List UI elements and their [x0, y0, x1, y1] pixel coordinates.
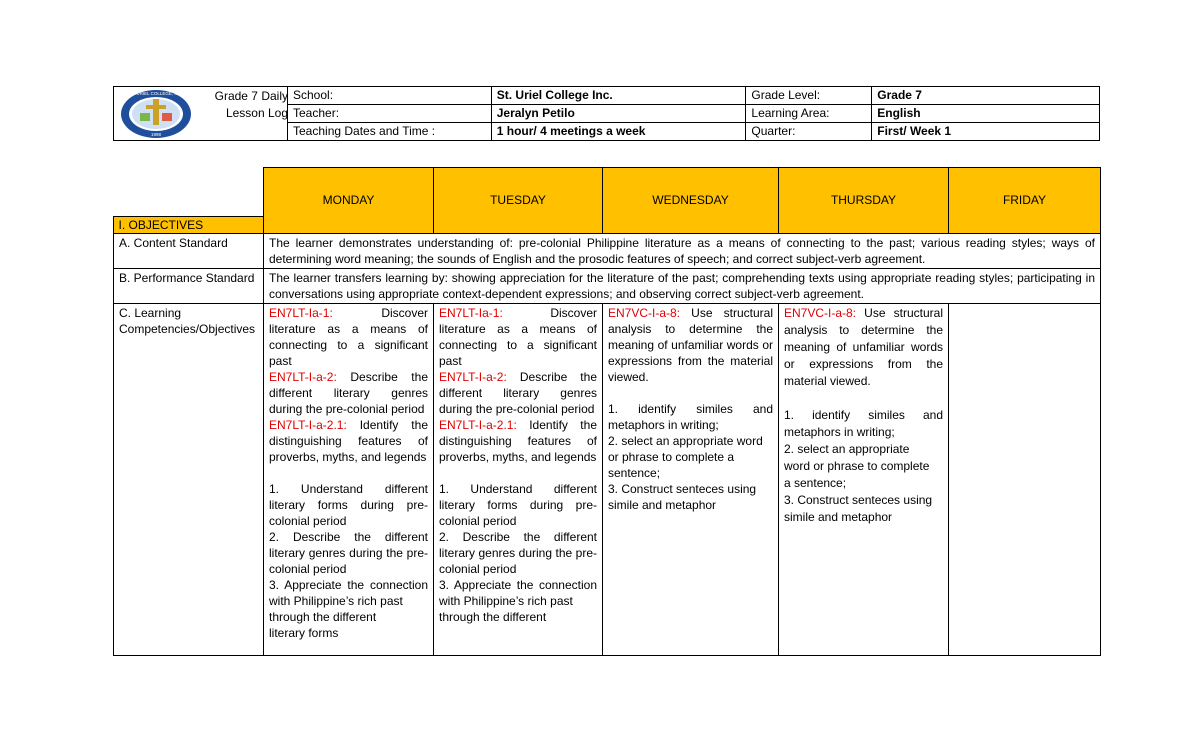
objective-item: 1. Understand different literary forms during pre-colonial period [439, 481, 597, 528]
competency-code: EN7LT-I-a-2.1: [269, 417, 347, 432]
competency-text: Identify the distinguishing features of proverbs, myths, and legends [269, 417, 428, 464]
thursday-competencies [779, 303, 949, 655]
day-tuesday: TUESDAY [434, 168, 603, 234]
objective-item: simile and metaphor [608, 497, 717, 512]
monday-competencies [264, 303, 434, 655]
objectives-cell [114, 168, 264, 234]
info-value: Grade 7 [872, 87, 1100, 105]
day-wednesday: WEDNESDAY [603, 168, 779, 234]
objective-item: through the different [439, 609, 547, 624]
objective-item: simile and metaphor [784, 509, 893, 524]
info-label: Learning Area: [746, 105, 872, 123]
info-label: School: [288, 87, 492, 105]
friday-competencies [949, 303, 1101, 655]
objective-item: 2. Describe the different literary genres during the pre-colonial period [269, 529, 428, 576]
lesson-table [113, 167, 1101, 656]
objective-item: 1. identify similes and metaphors in writing; [608, 401, 773, 432]
competency-code: EN7LT-I-a-2: [269, 369, 337, 384]
info-row-teacher [288, 105, 1100, 123]
objective-item: sentence; [608, 465, 661, 480]
objective-item: literary forms [269, 625, 339, 640]
objective-item: 3. Construct senteces using [608, 481, 757, 496]
competency-code: EN7LT-Ia-1: [269, 305, 333, 320]
info-table [287, 86, 1100, 141]
wednesday-competencies [603, 303, 779, 655]
content-standard-text: The learner demonstrates understanding of: pre-colonial Philippine literature as a means of connecting to the past; various reading styles; ways of determining word meaning; the sounds of English and the prosodic features of speech; and correct subject-verb agreement. [264, 233, 1101, 268]
info-label: Teacher: [288, 105, 492, 123]
objective-item: 2. select an appropriate word [608, 433, 763, 448]
competency-text: Describe the different literary genres during the pre-colonial period [269, 369, 428, 416]
competency-text: Describe the different literary genres during the pre-colonial period [439, 369, 597, 416]
day-monday: MONDAY [264, 168, 434, 234]
performance-standard-label: B. Performance Standard [114, 268, 264, 303]
objective-item: 3. Appreciate the connection with Philippine’s rich past [269, 577, 428, 608]
info-value: First/ Week 1 [872, 123, 1100, 141]
day-thursday: THURSDAY [779, 168, 949, 234]
info-label: Grade Level: [746, 87, 872, 105]
objective-item: or phrase to complete a [608, 449, 735, 464]
competencies-label: C. Learning Competencies/Objectives [114, 303, 264, 655]
objectives-heading: I. OBJECTIVES [113, 216, 264, 233]
objective-item: 3. Construct senteces using [784, 492, 933, 507]
objective-item: 1. identify similes and metaphors in writing; [784, 407, 943, 439]
competency-code: EN7LT-I-a-2: [439, 369, 507, 384]
performance-standard-text: The learner transfers learning by: showing appreciation for the literature of the past; comprehending texts using appropriate reading styles; participating in conversations using appropriate context-dependent expressions; and observing correct subject-verb agreement. [264, 268, 1101, 303]
svg-text:ST. URIEL COLLEGE, INC.: ST. URIEL COLLEGE, INC. [128, 91, 184, 96]
info-row-dates [288, 123, 1100, 141]
objective-item: 2. Describe the different literary genres during the pre-colonial period [439, 529, 597, 576]
tuesday-competencies [434, 303, 603, 655]
performance-standard-row [114, 268, 1101, 303]
info-value: English [872, 105, 1100, 123]
info-value: St. Uriel College Inc. [491, 87, 746, 105]
info-label: Quarter: [746, 123, 872, 141]
svg-text:1998: 1998 [150, 132, 162, 137]
content-standard-row [114, 233, 1101, 268]
school-logo [118, 89, 194, 139]
lesson-log-title: Grade 7 Daily Lesson Log [214, 89, 288, 120]
competencies-row [114, 303, 1101, 655]
objective-item: 1. Understand different literary forms during pre-colonial period [269, 481, 428, 528]
competency-code: EN7LT-Ia-1: [439, 305, 503, 320]
day-friday: FRIDAY [949, 168, 1101, 234]
competency-text: Discover literature as a means of connecting to a significant past [439, 305, 597, 368]
competency-code: EN7LT-I-a-2.1: [439, 417, 517, 432]
competency-text: Use structural analysis to determine the meaning of unfamiliar words or expressions from the material viewed. [608, 305, 773, 384]
info-row-school [288, 87, 1100, 105]
content-standard-label: A. Content Standard [114, 233, 264, 268]
competency-code: EN7VC-I-a-8: [784, 305, 857, 320]
competency-text: Use structural analysis to determine the meaning of unfamiliar words or expressions from the material viewed. [784, 305, 943, 388]
competency-text: Discover literature as a means of connecting to a significant past [269, 305, 428, 368]
info-label: Teaching Dates and Time : [288, 123, 492, 141]
objective-item: 3. Appreciate the connection with Philippine’s rich past [439, 577, 597, 608]
objective-item: word or phrase to complete [784, 458, 930, 473]
competency-code: EN7VC-I-a-8: [608, 305, 681, 320]
objective-item: a sentence; [784, 475, 847, 490]
info-value: Jeralyn Petilo [491, 105, 746, 123]
objective-item: through the different [269, 609, 377, 624]
competency-text: Identify the distinguishing features of proverbs, myths, and legends [439, 417, 597, 464]
info-value: 1 hour/ 4 meetings a week [491, 123, 746, 141]
objective-item: 2. select an appropriate [784, 441, 910, 456]
